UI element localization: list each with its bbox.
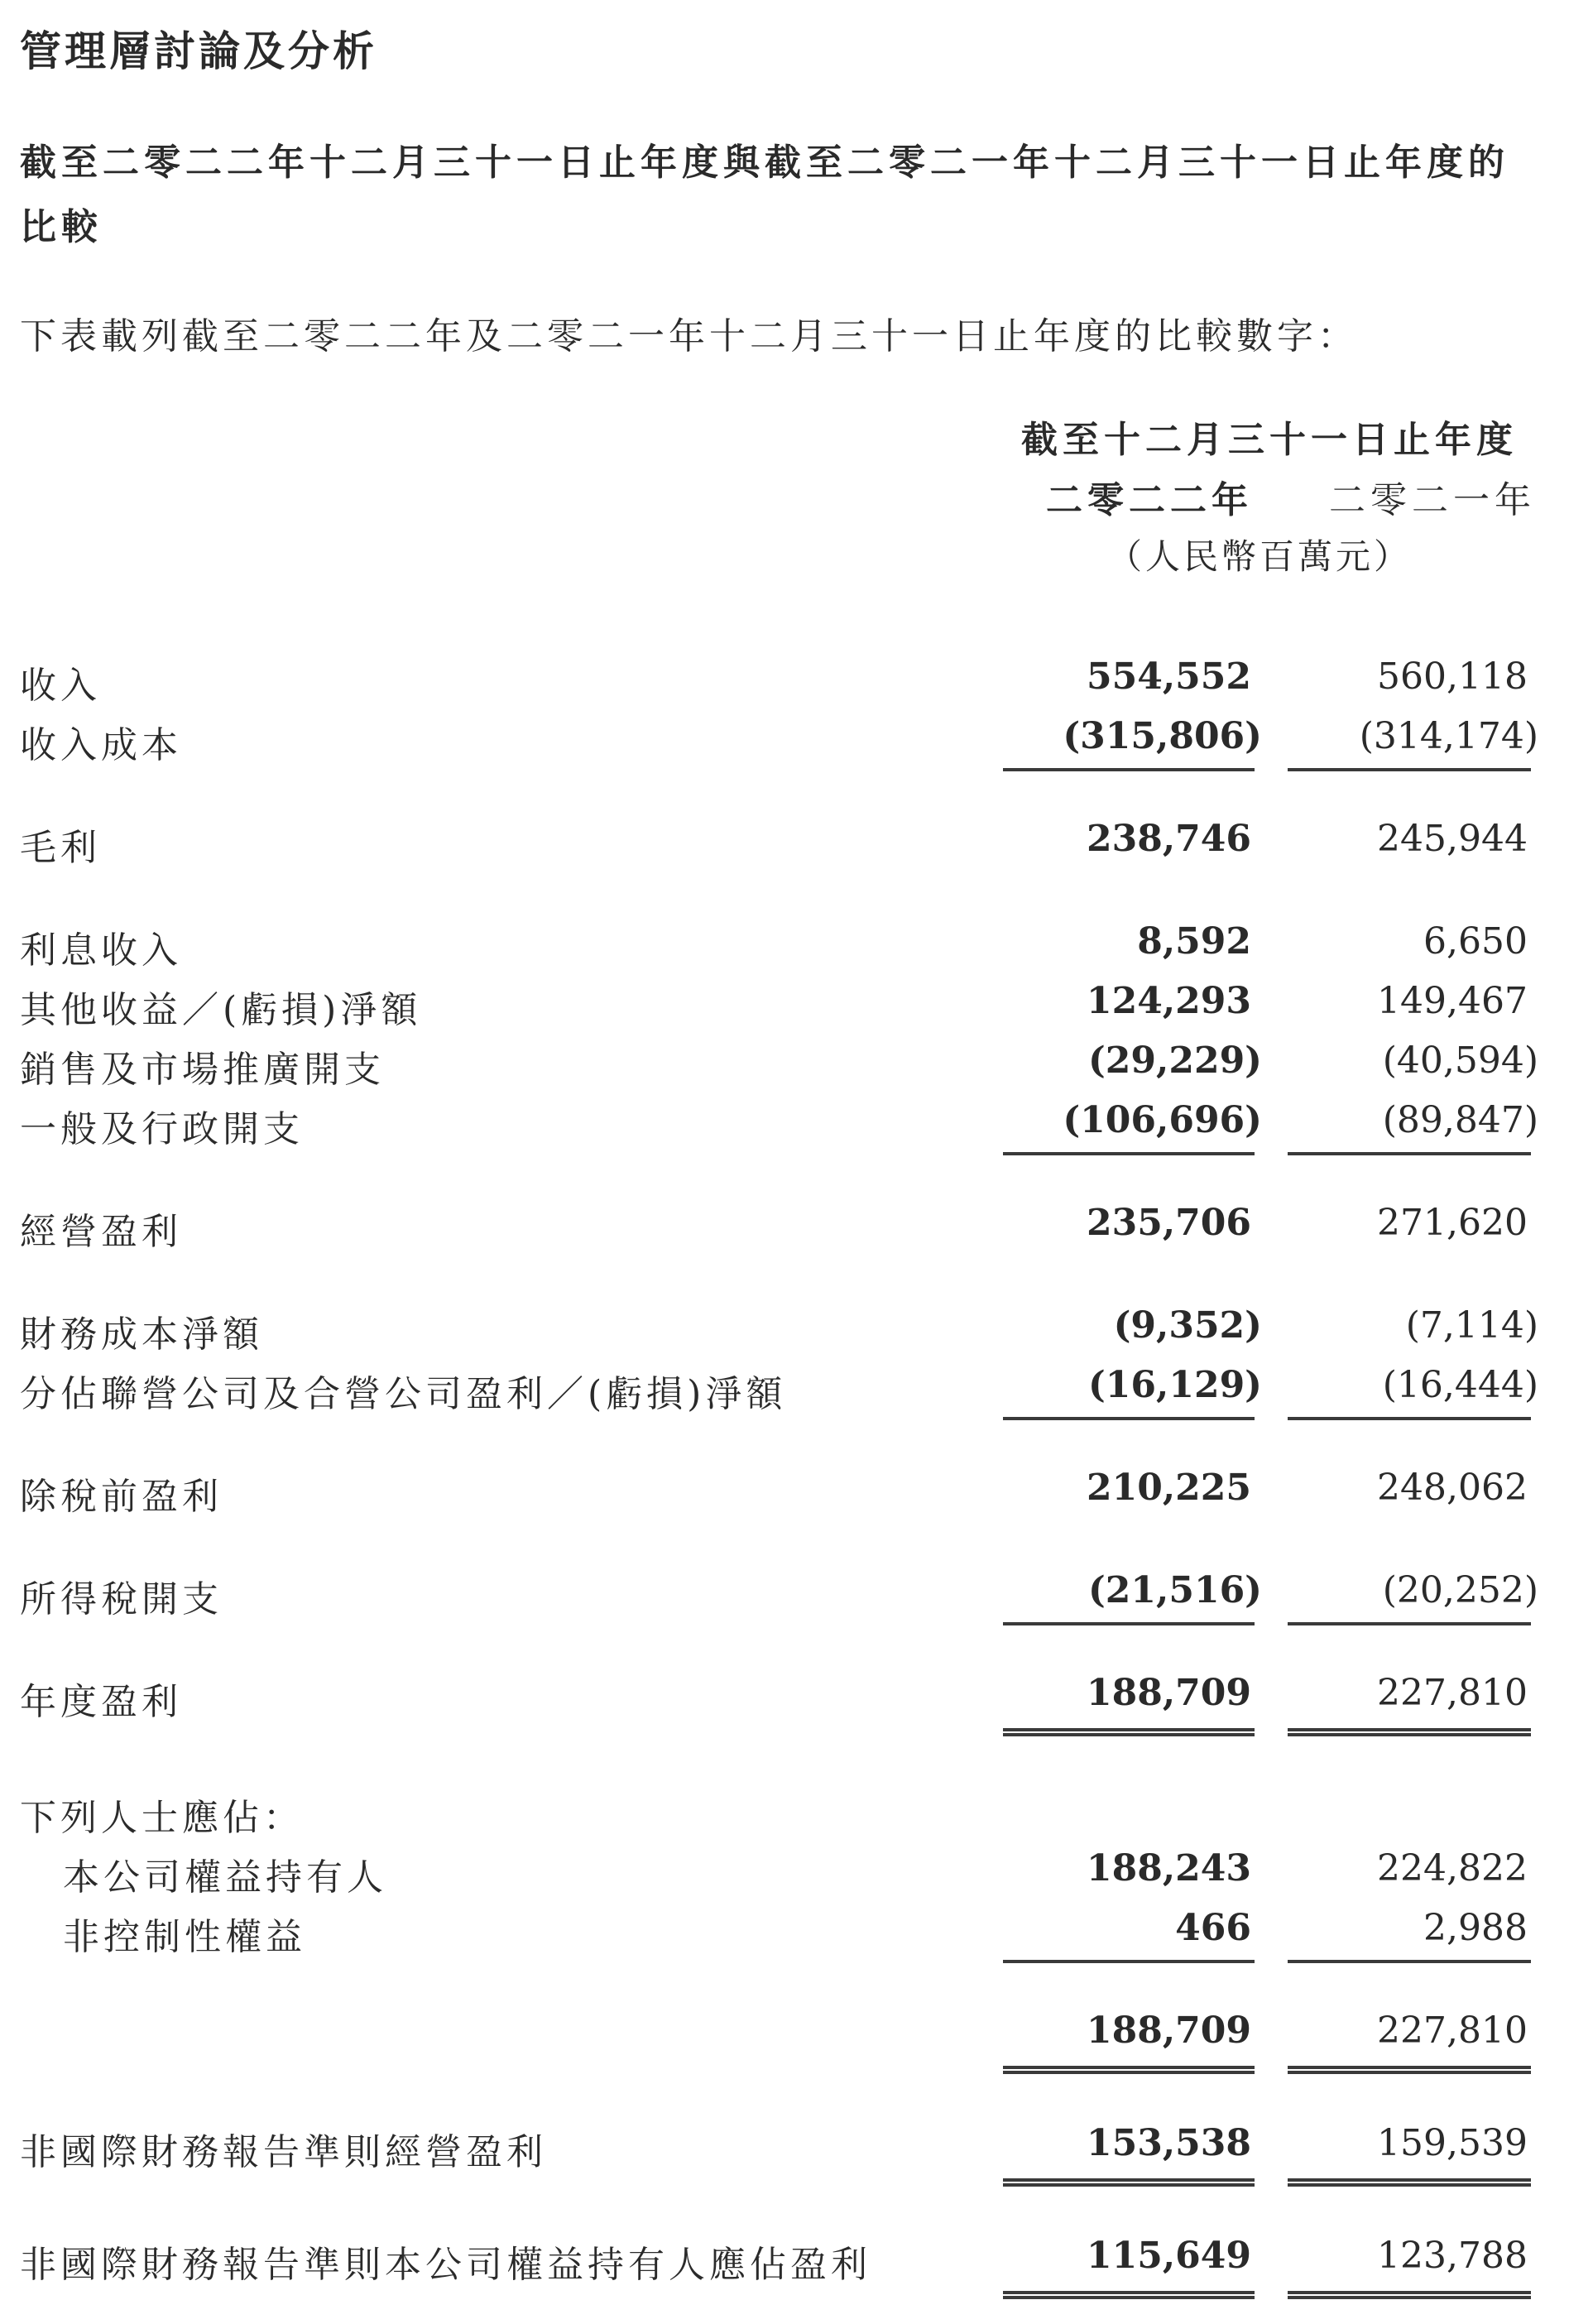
- subtotal-rule: [1288, 1622, 1531, 1625]
- subtotal-rule: [1003, 768, 1255, 771]
- row-label: 收入成本: [20, 724, 182, 766]
- value-2022: (29,229): [1087, 1040, 1262, 1082]
- value-2022: (21,516): [1087, 1569, 1262, 1611]
- value-2022: (106,696): [1063, 1099, 1262, 1141]
- value-2021: (20,252): [1382, 1569, 1538, 1611]
- row-label: 年度盈利: [20, 1681, 182, 1723]
- page-title: 管理層討論及分析: [20, 27, 377, 75]
- value-2021: 224,822: [1377, 1847, 1528, 1889]
- value-2022: 238,746: [1086, 818, 1251, 860]
- value-2022: 554,552: [1086, 655, 1251, 698]
- total-double-rule: [1003, 2178, 1255, 2187]
- row-label: 毛利: [20, 827, 101, 869]
- value-2022: 188,709: [1086, 1672, 1251, 1714]
- value-2022: 8,592: [1137, 920, 1251, 963]
- row-label: 下列人士應佔：: [20, 1797, 304, 1839]
- value-2022: (9,352): [1113, 1304, 1262, 1347]
- value-2021: (16,444): [1382, 1364, 1538, 1406]
- row-label: 一般及行政開支: [20, 1108, 304, 1150]
- value-2021: (7,114): [1405, 1304, 1538, 1347]
- intro-text: 下表載列截至二零二二年及二零二一年十二月三十一日止年度的比較數字：: [20, 315, 1358, 358]
- value-2022: (315,806): [1063, 715, 1262, 757]
- total-double-rule: [1003, 2291, 1255, 2299]
- column-header-2021: 二零二一年: [1329, 479, 1536, 521]
- section-heading: 截至二零二二年十二月三十一日止年度與截至二零二一年十二月三十一日止年度的: [20, 142, 1509, 184]
- subtotal-rule: [1003, 1152, 1255, 1155]
- subtotal-rule: [1288, 1960, 1531, 1963]
- value-2021: 149,467: [1377, 980, 1528, 1022]
- row-label: 銷售及市場推廣開支: [20, 1049, 385, 1091]
- column-header-2022: 二零二二年: [1046, 479, 1253, 521]
- value-2022: 188,709: [1086, 2009, 1251, 2052]
- subtotal-rule: [1288, 768, 1531, 771]
- row-label: 其他收益／(虧損)淨額: [20, 989, 422, 1031]
- total-double-rule: [1003, 2066, 1255, 2074]
- row-label: 財務成本淨額: [20, 1313, 263, 1356]
- value-2021: 159,539: [1377, 2122, 1528, 2164]
- value-2021: 123,788: [1377, 2235, 1528, 2277]
- row-label: 本公司權益持有人: [63, 1856, 387, 1899]
- row-label: 利息收入: [20, 929, 182, 972]
- unit-label: （人民幣百萬元）: [1107, 536, 1413, 577]
- row-label: 經營盈利: [20, 1211, 182, 1253]
- value-2021: (89,847): [1382, 1099, 1538, 1141]
- section-heading-cont: 比較: [20, 206, 103, 248]
- value-2021: 560,118: [1377, 655, 1528, 698]
- value-2022: 115,649: [1086, 2235, 1251, 2277]
- row-label: 分佔聯營公司及合營公司盈利／(虧損)淨額: [20, 1373, 787, 1415]
- value-2021: 248,062: [1377, 1467, 1528, 1509]
- column-group-header: 截至十二月三十一日止年度: [1021, 419, 1518, 461]
- value-2022: 466: [1175, 1907, 1251, 1949]
- row-label: 除稅前盈利: [20, 1476, 223, 1518]
- total-double-rule: [1288, 1728, 1531, 1736]
- value-2021: (314,174): [1359, 715, 1538, 757]
- value-2022: (16,129): [1087, 1364, 1262, 1406]
- value-2021: (40,594): [1382, 1040, 1538, 1082]
- value-2022: 235,706: [1086, 1202, 1251, 1244]
- value-2021: 6,650: [1423, 920, 1528, 963]
- subtotal-rule: [1288, 1417, 1531, 1420]
- value-2022: 210,225: [1086, 1467, 1251, 1509]
- value-2021: 227,810: [1377, 1672, 1528, 1714]
- subtotal-rule: [1003, 1417, 1255, 1420]
- total-double-rule: [1288, 2066, 1531, 2074]
- row-label: 所得稅開支: [20, 1578, 223, 1621]
- value-2021: 245,944: [1377, 818, 1528, 860]
- value-2021: 2,988: [1423, 1907, 1528, 1949]
- subtotal-rule: [1003, 1622, 1255, 1625]
- value-2022: 153,538: [1086, 2122, 1251, 2164]
- value-2022: 188,243: [1086, 1847, 1251, 1889]
- subtotal-rule: [1288, 1152, 1531, 1155]
- total-double-rule: [1288, 2178, 1531, 2187]
- row-label: 非國際財務報告準則本公司權益持有人應佔盈利: [20, 2244, 871, 2286]
- value-2021: 271,620: [1377, 1202, 1528, 1244]
- subtotal-rule: [1003, 1960, 1255, 1963]
- total-double-rule: [1003, 1728, 1255, 1736]
- value-2021: 227,810: [1377, 2009, 1528, 2052]
- value-2022: 124,293: [1086, 980, 1251, 1022]
- total-double-rule: [1288, 2291, 1531, 2299]
- row-label: 非國際財務報告準則經營盈利: [20, 2131, 547, 2173]
- row-label: 非控制性權益: [63, 1916, 306, 1958]
- row-label: 收入: [20, 665, 101, 707]
